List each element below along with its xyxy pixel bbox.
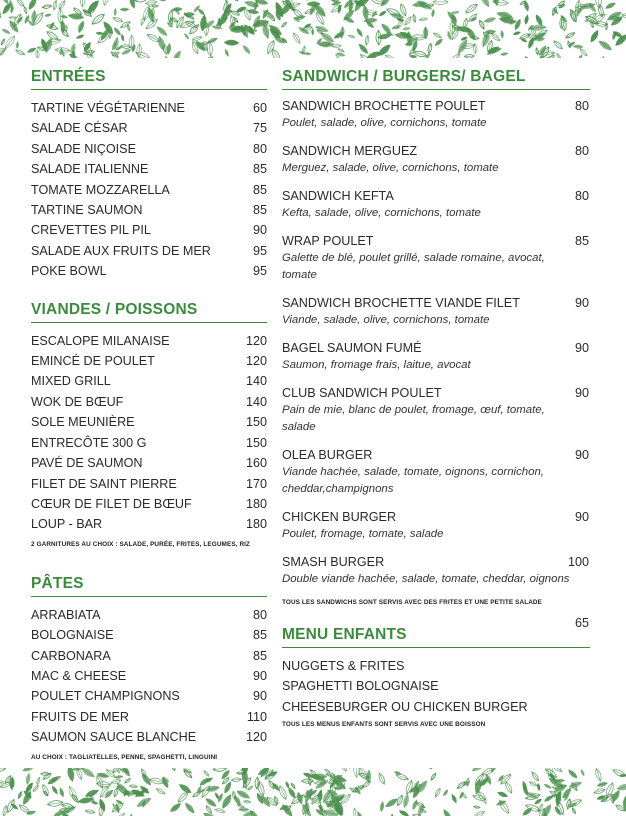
menu-item-header [282, 98, 590, 115]
left-column [31, 68, 267, 761]
menu-item-name: SMASH BURGER [282, 555, 385, 569]
menu-item-name: BOLOGNAISE [31, 628, 114, 643]
menu-item-description: Poulet, salade, olive, cornichons, tomate [282, 117, 487, 129]
menu-item-price: 60 [252, 101, 267, 115]
menu-item [282, 676, 590, 696]
menu-item-price: 120 [245, 730, 267, 745]
menu-item-name: SALADE CÉSAR [31, 121, 128, 136]
menu-item-price: 75 [252, 121, 267, 136]
menu-item-name: SOLE MEUNIÈRE [31, 415, 135, 430]
menu-item-description: Saumon, fromage frais, laitue, avocat [282, 359, 471, 371]
menu-item [31, 331, 267, 351]
menu-item-name: FILET DE SAINT PIERRE [31, 476, 177, 491]
menu-item [31, 412, 267, 432]
menu-item-name: OLEA BURGER [282, 448, 373, 462]
menu-item [31, 392, 267, 412]
enfants-note: TOUS LES MENUS ENFANTS SONT SERVIS AVEC UNE BOISSON [282, 721, 486, 729]
section-pates [31, 575, 267, 761]
menu-item [282, 447, 590, 498]
menu-item [282, 697, 590, 717]
menu-item [31, 646, 267, 666]
menu-item-price: 80 [252, 607, 267, 622]
menu-item-price: 85 [252, 648, 267, 663]
menu-item [31, 371, 267, 391]
menu-item-price: 80 [574, 144, 589, 158]
menu-item-name: WRAP POULET [282, 234, 374, 248]
menu-item [31, 159, 267, 179]
menu-item-price: 120 [245, 354, 267, 369]
menu-item [31, 494, 267, 514]
menu-item-header [282, 554, 590, 571]
menu-item-price: 90 [574, 448, 589, 462]
menu-item-name: TARTINE SAUMON [31, 203, 143, 218]
menu-item [31, 666, 267, 686]
menu-item-price: 85 [574, 234, 589, 248]
menu-item-price: 90 [574, 341, 589, 355]
menu-item-name: CARBONARA [31, 648, 111, 663]
menu-item [282, 143, 590, 177]
menu-item-name: ESCALOPE MILANAISE [31, 333, 170, 348]
menu-item-name: WOK DE BŒUF [31, 394, 124, 409]
menu-item [31, 514, 267, 534]
menu-item [31, 727, 267, 747]
menu-item [282, 98, 590, 132]
menu-item-header [282, 340, 590, 357]
menu-item-name: MIXED GRILL [31, 374, 111, 389]
menu-item [282, 554, 590, 588]
menu-item-price: 80 [574, 189, 589, 203]
menu-item-price: 110 [246, 709, 267, 724]
menu-item-price: 90 [252, 689, 267, 704]
menu-item-name: SANDWICH BROCHETTE POULET [282, 99, 486, 113]
menu-item [31, 98, 267, 118]
section-title-sandwich: SANDWICH / BURGERS/ BAGEL [282, 68, 590, 90]
menu-item-name: CREVETTES PIL PIL [31, 223, 151, 238]
menu-item-name: SPAGHETTI BOLOGNAISE [282, 679, 439, 694]
menu-item-price: 100 [567, 555, 589, 569]
menu-item [31, 625, 267, 645]
menu-item-price: 85 [252, 182, 267, 197]
menu-item-description: Kefta, salade, olive, cornichons, tomate [282, 207, 481, 219]
menu-item-price: 90 [574, 296, 589, 310]
menu-item-name: PAVÉ DE SAUMON [31, 456, 143, 471]
menu-item-name: ARRABIATA [31, 607, 101, 622]
menu-item-name: SANDWICH KEFTA [282, 189, 394, 203]
section-entrees [31, 68, 267, 282]
menu-item-price: 85 [252, 162, 267, 177]
enfants-price: 65 [574, 616, 589, 630]
menu-item [31, 261, 267, 281]
menu-item-price: 160 [245, 456, 267, 471]
garnitures-note: 2 GARNITURES AU CHOIX : SALADE, PURÉE, FRITES, LEGUMES, RIZ [31, 540, 251, 548]
menu-item-name: CHEESEBURGER OU CHICKEN BURGER [282, 699, 528, 714]
menu-item-price: 90 [574, 386, 589, 400]
menu-item-name: SANDWICH MERGUEZ [282, 144, 418, 158]
menu-item [282, 233, 590, 284]
leaf-pattern-icon [0, 0, 626, 58]
menu-item-description: Merguez, salade, olive, cornichons, tomate [282, 162, 499, 174]
section-viandes [31, 301, 267, 548]
section-title-entrees: ENTRÉES [31, 68, 267, 90]
menu-item [31, 241, 267, 261]
menu-item [31, 180, 267, 200]
menu-item-header [282, 233, 590, 250]
menu-item-header [282, 295, 590, 312]
menu-item [31, 351, 267, 371]
menu-item-price: 180 [245, 496, 267, 511]
menu-item-name: ENTRECÔTE 300 G [31, 435, 147, 450]
menu-item [31, 453, 267, 473]
right-column [282, 68, 590, 728]
menu-item [31, 686, 267, 706]
menu-item-name: CŒUR DE FILET DE BŒUF [31, 496, 192, 511]
menu-item [282, 188, 590, 222]
menu-item [31, 118, 267, 138]
section-enfants [282, 616, 590, 728]
menu-item-name: BAGEL SAUMON FUMÉ [282, 341, 422, 355]
menu-item [31, 707, 267, 727]
menu-item-name: FRUITS DE MER [31, 709, 129, 724]
menu-item-price: 140 [245, 394, 267, 409]
menu-item-price: 90 [574, 510, 589, 524]
menu-item [282, 340, 590, 374]
bottom-leaf-border [0, 768, 626, 816]
menu-item-header [282, 385, 590, 402]
menu-item-name: SALADE NIÇOISE [31, 141, 136, 156]
menu-item-header [282, 143, 590, 160]
section-title-pates: PÂTES [31, 575, 267, 597]
menu-item-price: 140 [245, 374, 267, 389]
top-leaf-border [0, 0, 626, 58]
menu-item [31, 200, 267, 220]
menu-item-price: 170 [245, 476, 267, 491]
menu-item-name: MAC & CHEESE [31, 668, 127, 683]
menu-item-name: CHICKEN BURGER [282, 510, 397, 524]
menu-item [282, 509, 590, 543]
menu-item-name: SANDWICH BROCHETTE VIANDE FILET [282, 296, 520, 310]
menu-item-name: EMINCÉ DE POULET [31, 354, 155, 369]
menu-item-price: 90 [252, 668, 267, 683]
menu-item-price: 180 [245, 517, 267, 532]
menu-item-description: Pain de mie, blanc de poulet, fromage, œuf, tomate, salade [282, 404, 545, 433]
menu-item-header [282, 188, 590, 205]
menu-item [282, 656, 590, 676]
menu-item-price: 120 [245, 333, 267, 348]
menu-item-name: TARTINE VÉGÉTARIENNE [31, 101, 185, 115]
menu-item-name: SALADE ITALIENNE [31, 162, 149, 177]
menu-item-name: POKE BOWL [31, 264, 107, 279]
menu-item-name: LOUP - BAR [31, 517, 103, 532]
menu-item [31, 139, 267, 159]
section-title-enfants: MENU ENFANTS [282, 626, 590, 648]
menu-item-price: 85 [252, 203, 267, 218]
menu-item-name: CLUB SANDWICH POULET [282, 386, 442, 400]
menu-item-name: SAUMON SAUCE BLANCHE [31, 730, 197, 745]
menu-item-price: 85 [252, 628, 267, 643]
menu-item-description: Double viande hachée, salade, tomate, cheddar, oignons [282, 573, 570, 585]
menu-item [31, 605, 267, 625]
menu-item-name: SALADE AUX FRUITS DE MER [31, 243, 211, 258]
pates-note: AU CHOIX : TAGLIATELLES, PENNE, SPAGHETTI, LINGUINI [31, 753, 218, 761]
menu-item [282, 295, 590, 329]
menu-item-name: NUGGETS & FRITES [282, 659, 405, 673]
menu-item-name: TOMATE MOZZARELLA [31, 182, 170, 197]
menu-item [31, 220, 267, 240]
menu-item-price: 150 [245, 415, 267, 430]
menu-item-description: Galette de blé, poulet grillé, salade romaine, avocat, tomate [282, 252, 545, 281]
sandwich-note: TOUS LES SANDWICHS SONT SERVIS AVEC DES FRITES ET UNE PETITE SALADE [282, 599, 542, 606]
menu-item [282, 385, 590, 436]
menu-item-price: 95 [252, 264, 267, 279]
menu-item-price: 95 [252, 243, 267, 258]
menu-item-description: Viande hachée, salade, tomate, oignons, cornichon, cheddar,champignons [282, 466, 544, 495]
menu-item-header [282, 509, 590, 526]
menu-item-price: 80 [574, 99, 589, 113]
menu-item [31, 433, 267, 453]
menu-item-price: 90 [252, 223, 267, 238]
section-sandwich [282, 68, 590, 606]
leaf-pattern-icon [0, 768, 626, 816]
section-title-viandes: VIANDES / POISSONS [31, 301, 267, 323]
menu-item-description: Poulet, fromage, tomate, salade [282, 528, 444, 540]
menu-item-description: Viande, salade, olive, cornichons, tomate [282, 314, 490, 326]
menu-item-name: POULET CHAMPIGNONS [31, 689, 180, 704]
menu-item-header [282, 447, 590, 464]
menu-item [31, 474, 267, 494]
menu-item-price: 80 [252, 141, 267, 156]
menu-item-price: 150 [245, 435, 267, 450]
